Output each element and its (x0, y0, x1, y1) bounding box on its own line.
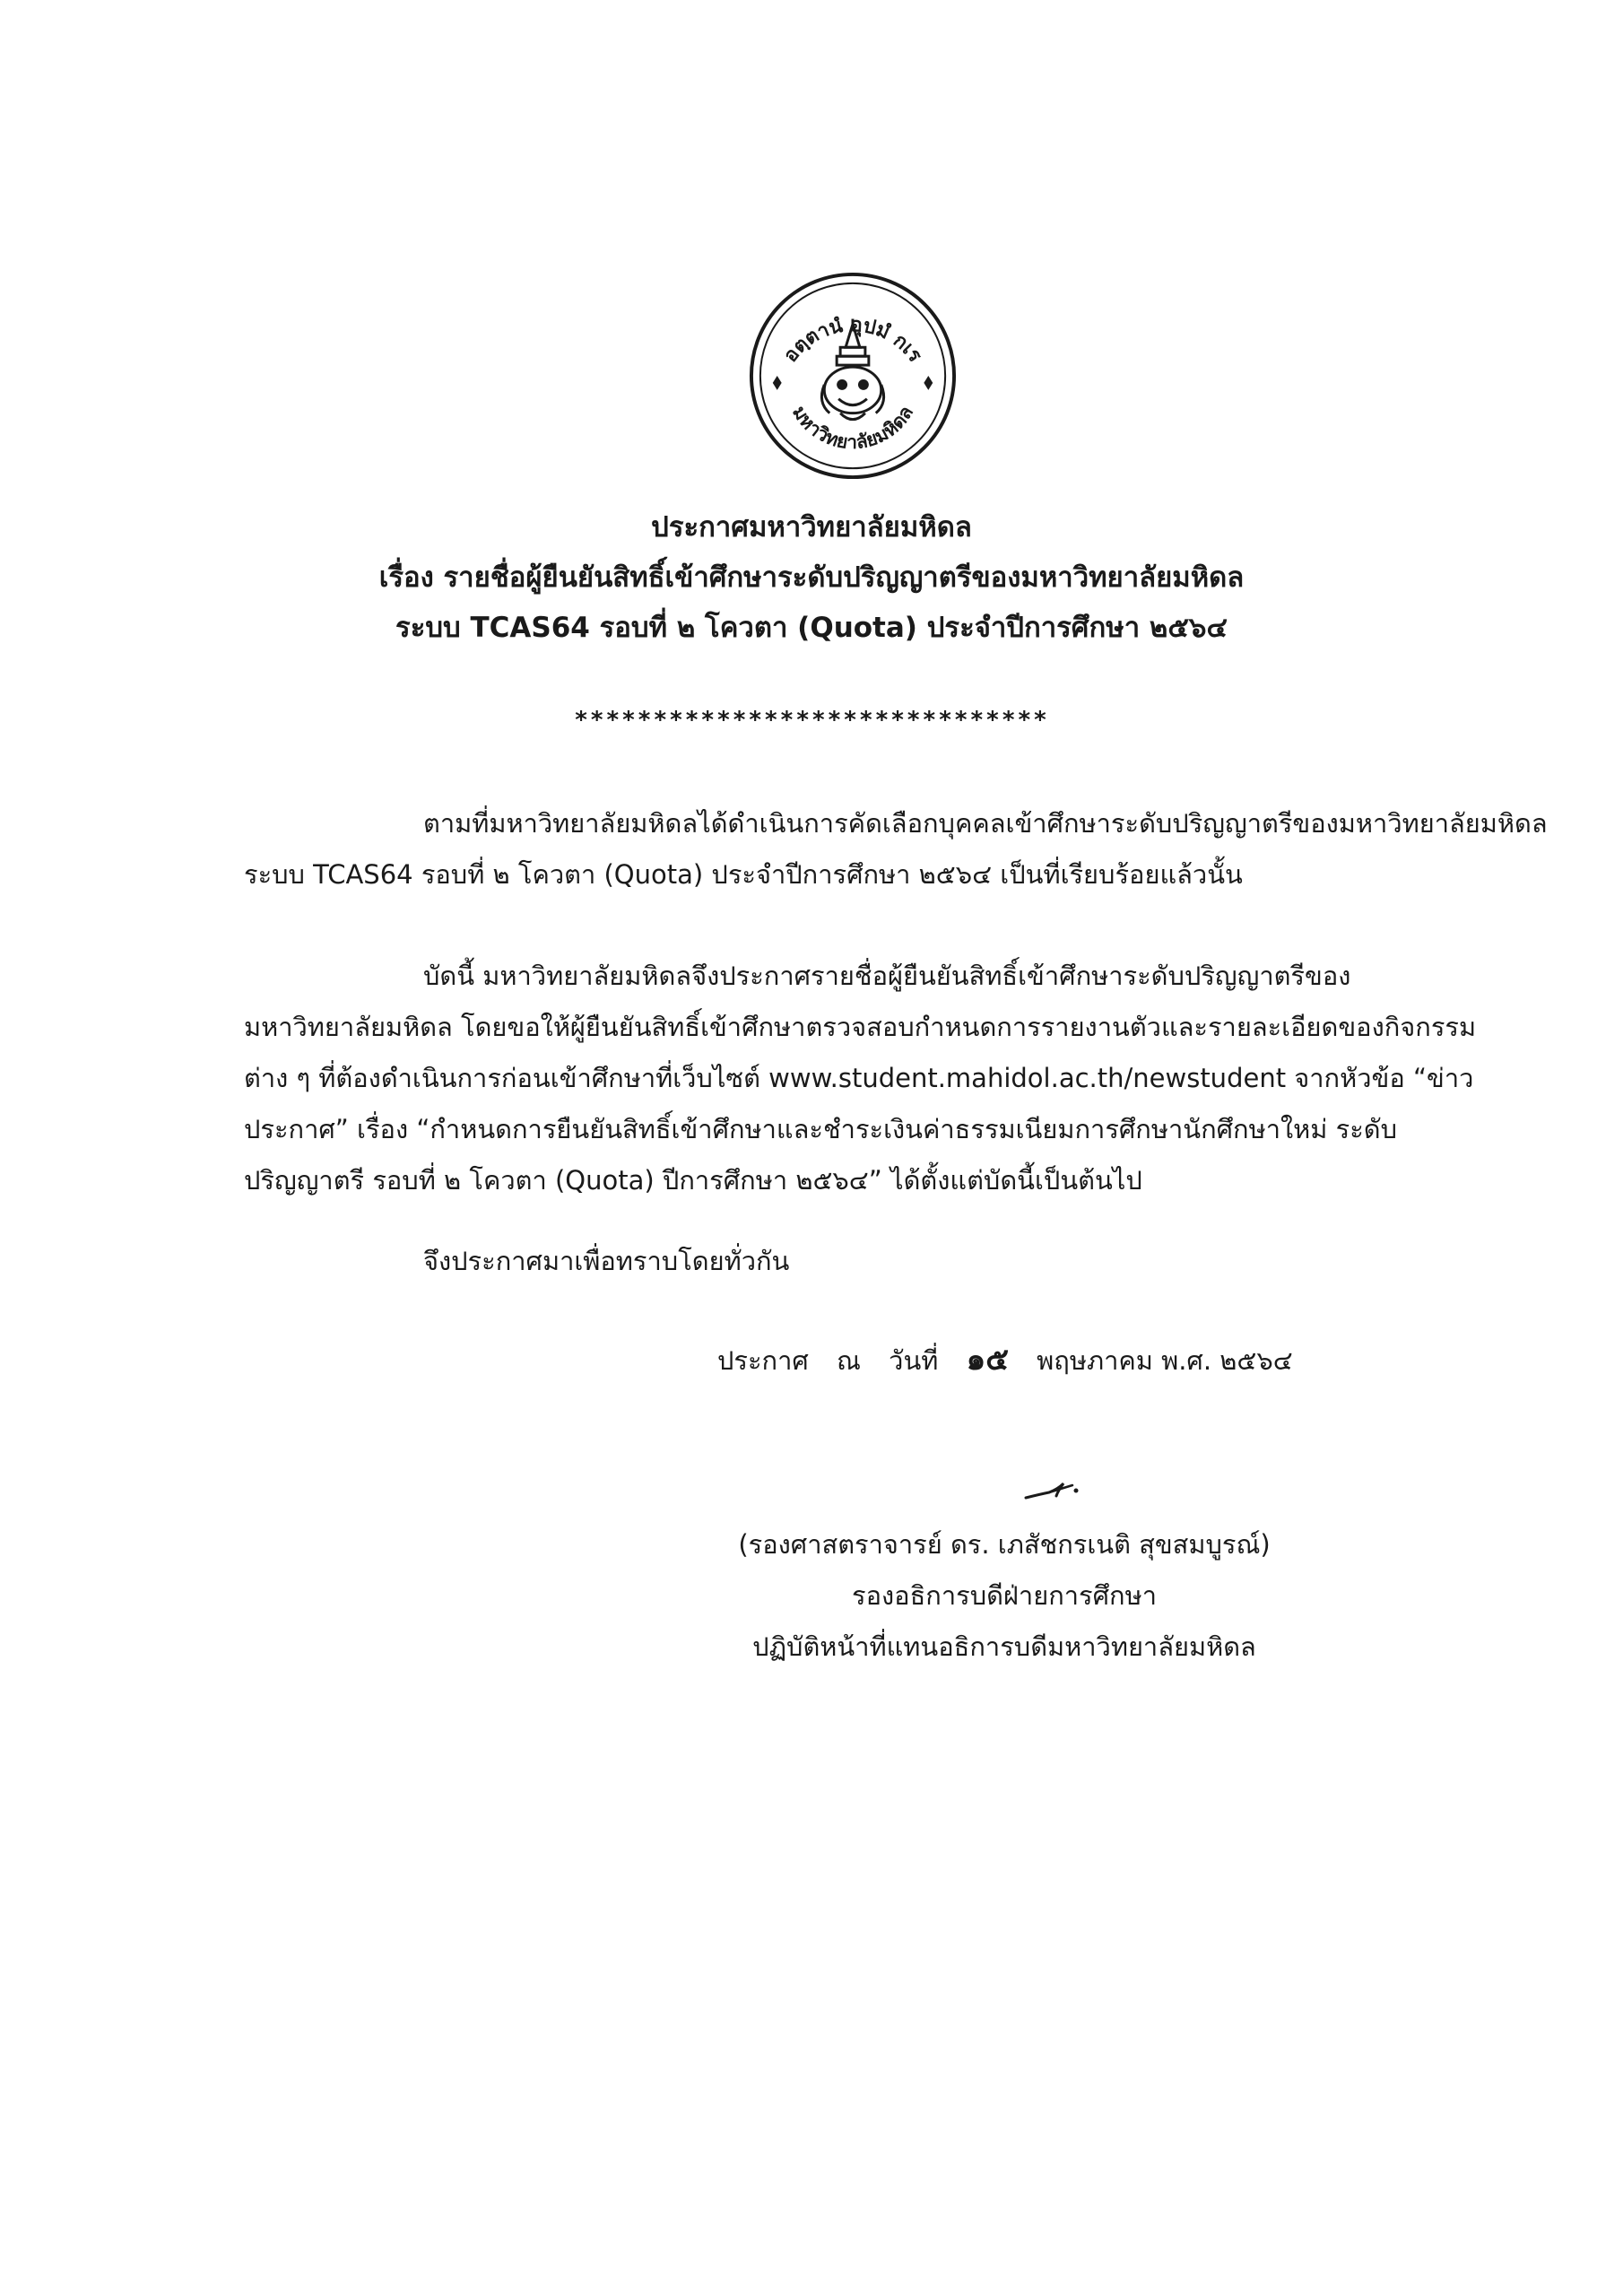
paragraph-2-line-5: ปริญญาตรี รอบที่ ๒ โควตา (Quota) ปีการศึกษา ๒๕๖๔” ได้ตั้งแต่บัดนี้เป็นต้นไป (244, 1165, 1142, 1196)
paragraph-2-line-1: บัดนี้ มหาวิทยาลัยมหิดลจึงประกาศรายชื่อผู้ยืนยันสิทธิ์เข้าศึกษาระดับปริญญาตรีของ (423, 961, 1351, 991)
document-title (269, 502, 1354, 653)
closing-line: จึงประกาศมาเพื่อทราบโดยทั่วกัน (423, 1246, 790, 1276)
title-line-3: ระบบ TCAS64 รอบที่ ๒ โควตา (Quota) ประจำปีการศึกษา ๒๕๖๔ (395, 612, 1228, 644)
signer-position: รองอธิการบดีฝ่ายการศึกษา (852, 1580, 1157, 1611)
paragraph-2-line-2: มหาวิทยาลัยมหิดล โดยขอให้ผู้ยืนยันสิทธิ์เข้าศึกษาตรวจสอบกำหนดการรายงานตัวและรายละเอียดของกิจกรรม (244, 1012, 1477, 1042)
paragraph-2-line-3: ต่าง ๆ ที่ต้องดำเนินการก่อนเข้าศึกษาที่เว็บไซต์ www.student.mahidol.ac.th/newstudent จากหัวข้อ “ข่าว (244, 1063, 1474, 1093)
seal-top-text: อตฺตานํ อุปมํ กเร (779, 313, 926, 367)
svg-text:มหาวิทยาลัยมหิดล (788, 402, 917, 453)
title-line-1: ประกาศมหาวิทยาลัยมหิดล (651, 511, 972, 544)
title-line-2: เรื่อง รายชื่อผู้ยืนยันสิทธิ์เข้าศึกษาระดับปริญญาตรีของมหาวิทยาลัยมหิดล (378, 561, 1245, 594)
announce-prefix: ประกาศ (717, 1345, 809, 1376)
paragraph-3 (423, 1236, 1141, 1287)
announce-at: ณ (837, 1345, 861, 1376)
paragraph-1-line-2: ระบบ TCAS64 รอบที่ ๒ โควตา (Quota) ประจำปีการศึกษา ๒๕๖๔ เป็นที่เรียบร้อยแล้วนั้น (244, 859, 1243, 890)
announcement-date (717, 1335, 1293, 1383)
paragraph-1-line-1: ตามที่มหาวิทยาลัยมหิดลได้ดำเนินการคัดเลือกบุคคลเข้าศึกษาระดับปริญญาตรีของมหาวิทยาลัยมหิดล (423, 808, 1548, 839)
paragraph-2-line-4: ประกาศ” เรื่อง “กำหนดการยืนยันสิทธิ์เข้าศึกษาและชำระเงินค่าธรรมเนียมการศึกษานักศึกษาใหม่ ระดับ (244, 1114, 1398, 1144)
announce-month-year: พฤษภาคม พ.ศ. ๒๕๖๔ (1037, 1345, 1293, 1376)
announce-day-label: วันที่ (889, 1345, 939, 1376)
signer-acting: ปฏิบัติหน้าที่แทนอธิการบดีมหาวิทยาลัยมหิดล (752, 1631, 1256, 1662)
paragraph-2 (244, 951, 1488, 1206)
seal-bottom-text: มหาวิทยาลัยมหิดล (787, 402, 918, 454)
signature-icon (1022, 1471, 1085, 1507)
signer-block (717, 1519, 1291, 1673)
separator: ****************************** (574, 707, 1049, 734)
announce-day: ๑๕ (966, 1342, 1009, 1378)
signer-name: (รองศาสตราจารย์ ดร. เภสัชกรเนติ สุขสมบูรณ์) (738, 1529, 1271, 1560)
paragraph-1 (244, 798, 1548, 900)
mahidol-seal-icon (746, 269, 959, 483)
